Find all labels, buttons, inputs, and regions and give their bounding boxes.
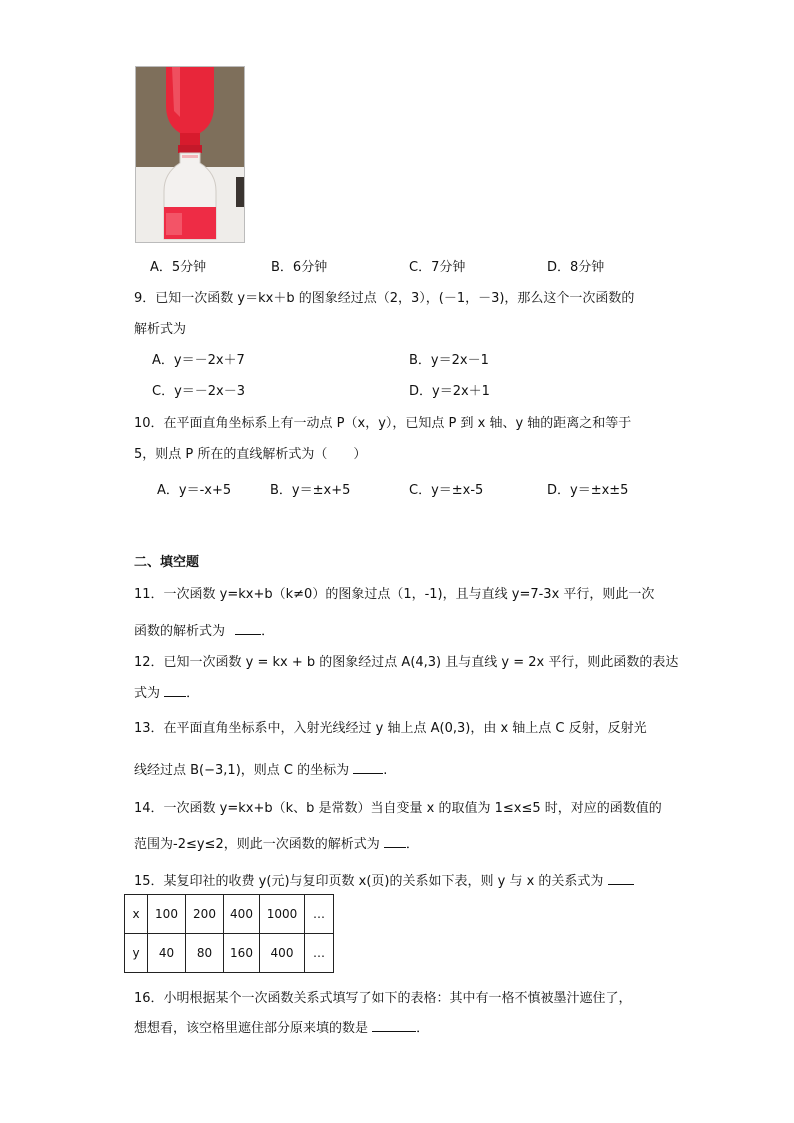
q13-answer-blank[interactable] [353,761,383,774]
q12-line1: 12．已知一次函数 y = kx + b 的图象经过点 A(4,3) 且与直线 y = 2x 平行，则此函数的表达 [134,655,679,670]
q8-option-a: A．5分钟 [150,260,207,275]
q12-answer-blank[interactable] [164,684,186,697]
q15-line1-wrap [134,870,634,889]
q13-line2: 线经过点 B(−3,1)，则点 C 的坐标为 [134,763,350,778]
table-cell: 100 [148,895,186,934]
table-row [125,934,334,973]
table-cell: 160 [224,934,260,973]
q10-line2: 5，则点 P 所在的直线解析式为（ ） [134,447,367,462]
q14-line1: 14．一次函数 y=kx+b（k、b 是常数）当自变量 x 的取值为 1≤x≤5 时，对应的函数值的 [134,801,662,816]
q10-option-c: C．y＝±x-5 [409,483,484,498]
q9-option-d: D．y＝2x＋1 [409,384,490,399]
q8-option-c: C．7分钟 [409,260,466,275]
q16-line2: 想想看，该空格里遮住部分原来填的数是 [134,1021,369,1036]
q10-line1: 10．在平面直角坐标系上有一动点 P（x，y），已知点 P 到 x 轴、y 轴的距离之和等于 [134,416,632,431]
q15-answer-blank[interactable] [608,872,634,885]
table-cell: … [305,934,334,973]
q9-option-b: B．y＝2x－1 [409,353,489,368]
q11-line1: 11．一次函数 y=kx+b（k≠0）的图象过点（1，-1)，且与直线 y=7-3x 平行，则此一次 [134,587,655,602]
table-row [125,895,334,934]
q15-table [124,894,334,973]
q14-line2: 范围为-2≤y≤2，则此一次函数的解析式为 [134,837,380,852]
q13-line1: 13．在平面直角坐标系中，入射光线经过 y 轴上点 A(0,3)，由 x 轴上点 C 反射，反射光 [134,721,647,736]
q10-option-b: B．y＝±x+5 [270,483,351,498]
q16-line2-wrap: 想想看，该空格里遮住部分原来填的数是 ． [134,1021,430,1036]
table-cell: 400 [224,895,260,934]
q11-line2-wrap: 函数的解析式为 ． [134,624,275,639]
table-cell: 1000 [260,895,305,934]
section-heading-fill-in: 二、填空题 [134,555,200,570]
q12-line2: 式为 [134,686,161,701]
table-cell: 400 [260,934,305,973]
q8-option-b: B．6分钟 [271,260,328,275]
q9-option-c: C．y＝－2x－3 [152,384,246,399]
table-cell: 40 [148,934,186,973]
q9-line1: 9．已知一次函数 y＝kx＋b 的图象经过点（2，3），(－1，－3)，那么这个一次函数的 [134,291,635,306]
table-cell: … [305,895,334,934]
q9-line2: 解析式为 [134,322,187,337]
table-cell: 80 [186,934,224,973]
q13-line2-wrap: 线经过点 B(−3,1)，则点 C 的坐标为 . [134,763,388,778]
q8-option-d: D．8分钟 [547,260,605,275]
q15-line1: 15．某复印社的收费 y(元)与复印页数 x(页)的关系如下表，则 y 与 x 的关系式为 [134,874,604,889]
q11-line2: 函数的解析式为 [134,624,226,639]
q10-option-d: D．y＝±x±5 [547,483,629,498]
table-cell: y [125,934,148,973]
q16-answer-blank[interactable] [372,1019,416,1032]
q12-line2-wrap: 式为 ． [134,686,200,701]
q9-option-a: A．y＝－2x＋7 [152,353,245,368]
table-cell: x [125,895,148,934]
q16-line1: 16．小明根据某个一次函数关系式填写了如下的表格：其中有一格不慎被墨汁遮住了， [134,991,632,1006]
q14-line2-wrap: 范围为-2≤y≤2，则此一次函数的解析式为 ． [134,837,419,852]
table-cell: 200 [186,895,224,934]
q11-answer-blank[interactable] [235,622,261,635]
q10-option-a: A．y＝-x+5 [157,483,232,498]
q14-answer-blank[interactable] [384,835,406,848]
bottles-photo [135,66,245,243]
